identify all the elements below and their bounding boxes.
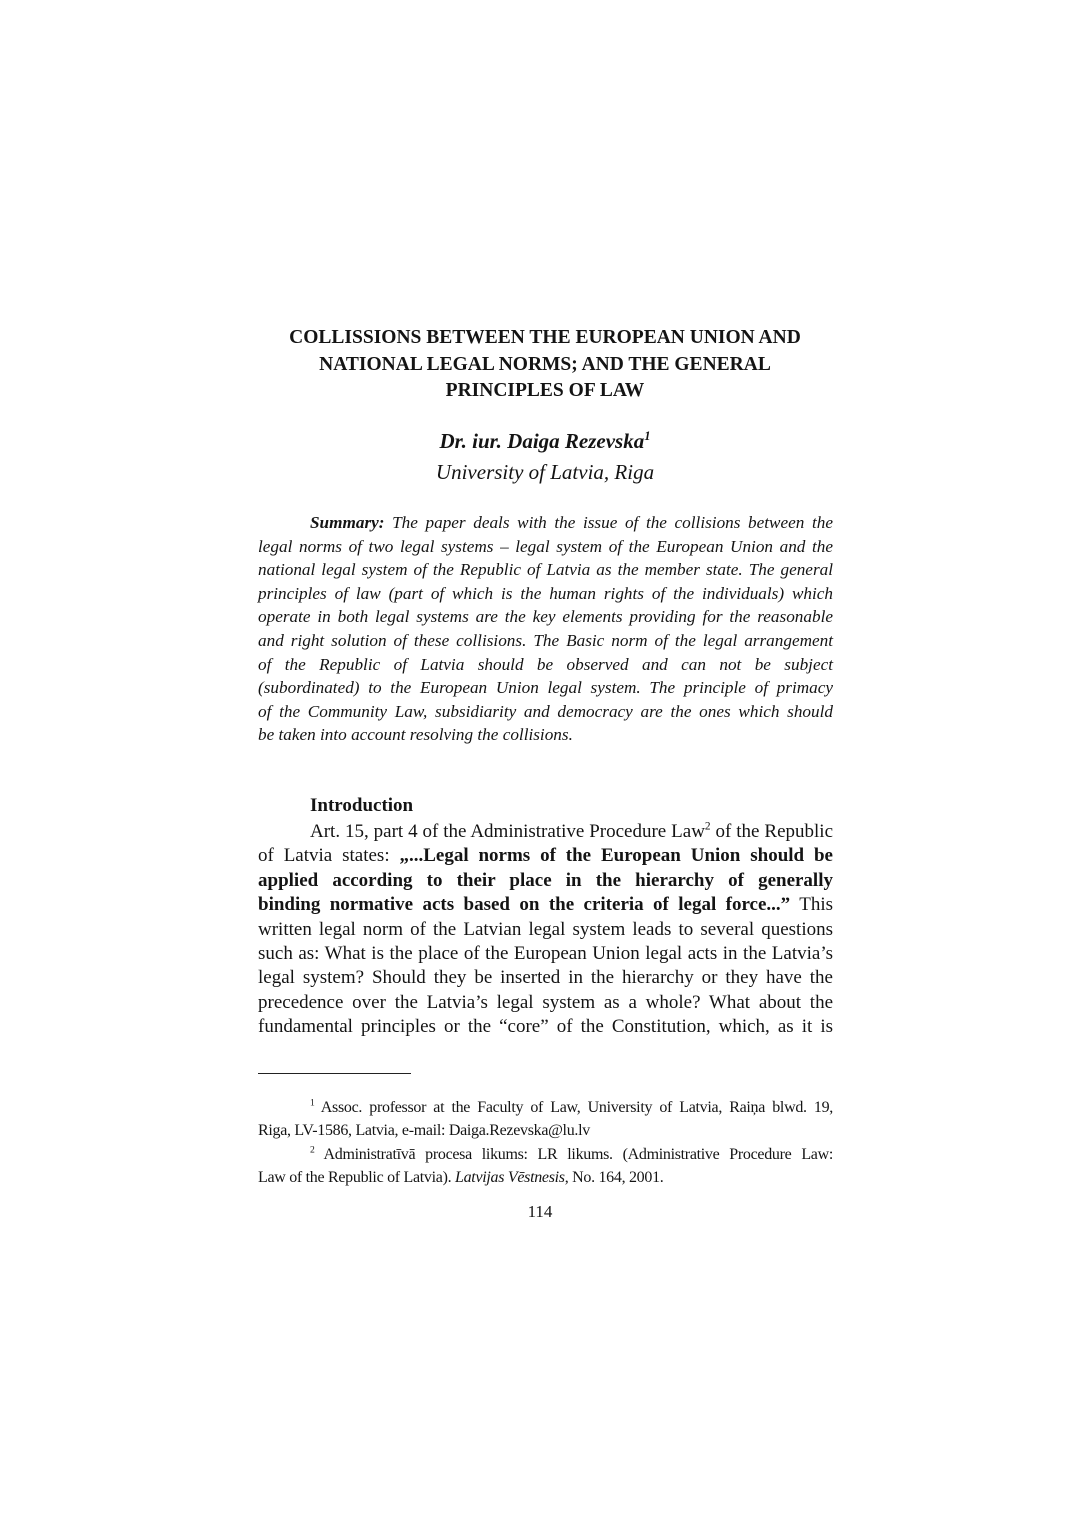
text-line [258,511,833,535]
text-line [258,893,833,917]
author-name: Dr. iur. Daiga Rezevska [439,429,645,453]
text-segment: Law of the Republic of Latvia). [258,1168,455,1186]
summary [258,511,833,747]
author-footnote-ref: 1 [644,429,651,443]
text-segment: precedence over the Latvia’s legal system as a whole? What about the [258,991,833,1013]
text-segment: of Latvia states: [258,845,400,867]
footnote-ref: 2 [310,1144,315,1156]
text-line [258,844,833,868]
text-line [258,1096,833,1119]
text-line [258,582,833,606]
text-segment: of the Community Law, subsidiarity and democracy are the ones which should [258,701,833,721]
text-line [258,1166,833,1189]
text-segment: applied according to their place in the hierarchy of generally [258,869,833,891]
text-line [258,535,833,559]
text-segment: of the Republic of Latvia should be observed and can not be subject [258,654,833,674]
text-segment: Art. 15, part 4 of the Administrative Procedure Law [310,821,705,842]
text-segment: operate in both legal systems are the key elements providing for the reasonable [258,607,833,627]
text-segment: Latvijas Vēstnesis [455,1168,565,1186]
author-affiliation: University of Latvia, Riga [435,460,655,484]
text-line [258,966,833,990]
text-segment: The paper deals with the issue of the collisions between the [384,513,833,532]
text-line [258,558,833,582]
text-segment: of the Republic [710,821,833,842]
footnote-divider [258,1073,411,1074]
text-segment: and right solution of these collisions. The Basic norm of the legal arrangement [258,630,833,650]
section-heading: Introduction [310,795,414,816]
text-segment: Riga, LV-1586, Latvia, e-mail: Daiga.Rezevska@lu.lv [258,1122,590,1140]
text-line [258,723,833,747]
text-line [258,820,833,844]
author [230,429,860,454]
text-line [258,676,833,700]
text-segment: Summary: [310,513,385,532]
text-segment: (subordinated) to the European Union legal system. The principle of primacy [258,678,833,698]
text-line [258,991,833,1015]
page-number: 114 [527,1202,553,1221]
paper-title [230,325,860,405]
text-segment: , No. 164, 2001. [564,1168,664,1186]
text-segment: Administratīvā procesa likums: LR likums. (Administrative Procedure Law: [314,1145,833,1163]
footnote-ref: 2 [704,820,711,833]
text-line [258,700,833,724]
text-line [258,605,833,629]
text-segment: binding normative acts based on the criteria of legal force...” [258,894,791,916]
text-segment: This [790,894,833,916]
body-text [258,820,833,1040]
text-line [258,942,833,966]
text-segment: Assoc. professor at the Faculty of Law, University of Latvia, Raiņa blwd. 19, [314,1099,833,1116]
title-line: NATIONAL LEGAL NORMS; AND THE GENERAL [319,353,771,375]
text-line [258,918,833,942]
text-segment: such as: What is the place of the European Union legal acts in the Latvia’s [258,943,833,965]
footnotes [258,1096,833,1189]
text-segment: „...Legal norms of the European Union should be [399,845,833,867]
text-line [258,653,833,677]
text-segment: legal norms of two legal systems – legal system of the European Union and the [258,536,833,556]
text-line [258,629,833,653]
text-line [258,1015,833,1039]
text-line [258,1119,833,1142]
text-segment: national legal system of the Republic of Latvia as the member state. The general [258,560,833,580]
text-segment: fundamental principles or the “core” of the Constitution, which, as it is [258,1016,833,1038]
footnote-ref: 1 [310,1097,315,1109]
title-line: PRINCIPLES OF LAW [445,380,645,401]
title-line: COLLISSIONS BETWEEN THE EUROPEAN UNION AND [289,327,801,348]
text-line [258,869,833,893]
text-segment: written legal norm of the Latvian legal system leads to several questions [258,918,833,940]
text-segment: be taken into account resolving the collisions. [258,725,573,745]
text-segment: principles of law (part of which is the human rights of the individuals) which [258,583,833,603]
text-segment: legal system? Should they be inserted in the hierarchy or they have the [258,967,833,989]
text-line [258,1143,833,1166]
